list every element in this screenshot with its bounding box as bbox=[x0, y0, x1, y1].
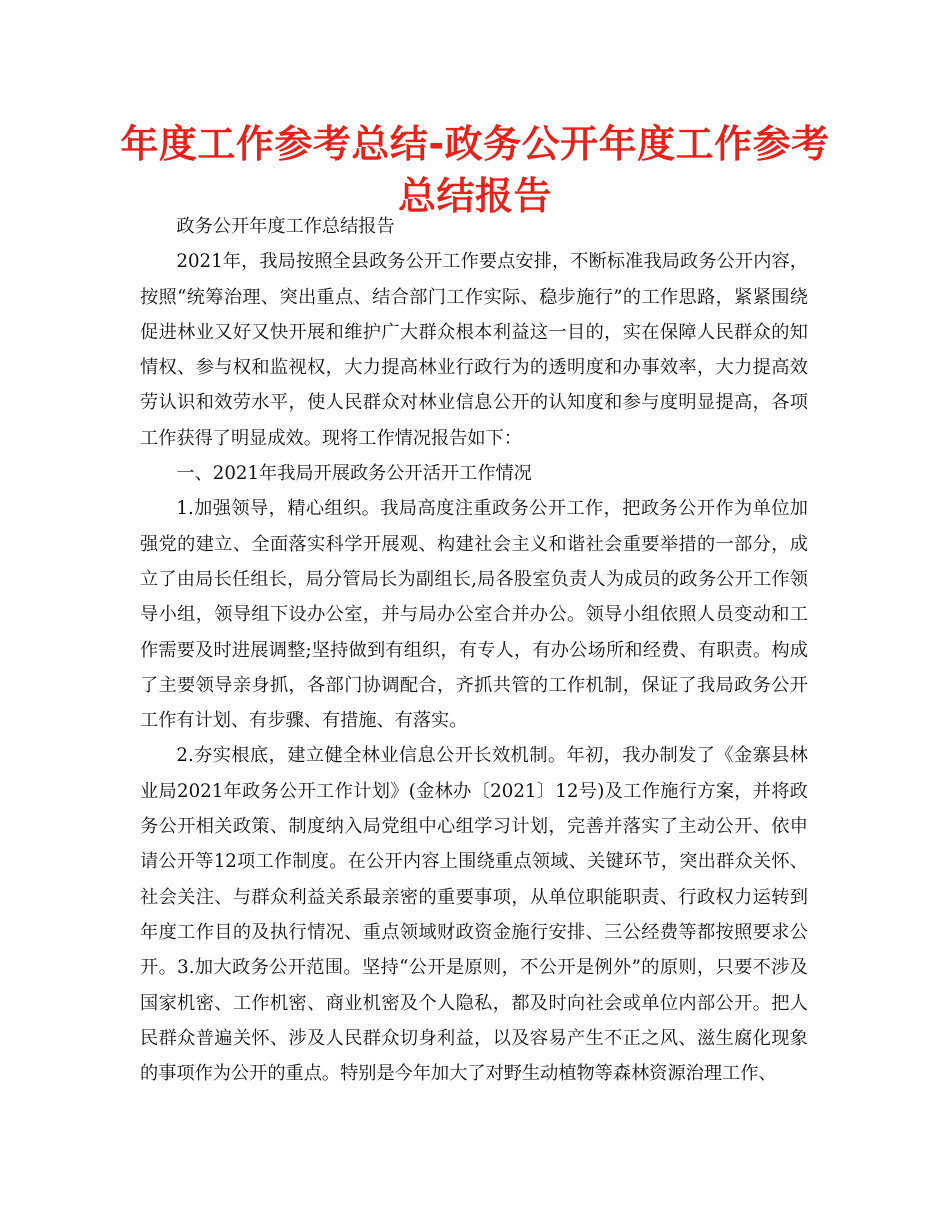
paragraph-item-1: 1.加强领导，精心组织。我局高度注重政务公开工作，把政务公开作为单位加强党的建立、全面落实科学开展观、构建社会主义和谐社会重要举措的一部分，成立了由局长任组长，局分管局长为副组长,局各股室负责人为成员的政务公开工作领导小组，领导组下设办公室，并与局办公室合并办公。领导小组依照人员变动和工作需要及时进展调整;坚持做到有组织，有专人，有办公场所和经费、有职责。构成了主要领导亲身抓，各部门协调配合，齐抓共管的工作机制，保证了我局政务公开工作有计划、有步骤、有措施、有落实。 bbox=[140, 498, 808, 732]
paragraph-item-2: 2.夯实根底，建立健全林业信息公开长效机制。年初，我办制发了《金寨县林业局2021年政务公开工作计划》(金林办〔2021〕12号)及工作施行方案，并将政务公开相关政策、制度纳入局党组中心组学习计划，完善并落实了主动公开、依申请公开等12项工作制度。在公开内容上围绕重点领域、关键环节，突出群众关怀、社会关注、与群众利益关系最亲密的重要事项，从单位职能职责、行政权力运转到年度工作目的及执行情况、重点领域财政资金施行安排、三公经费等都按照要求公开。3.加大政务公开范围。坚持“公开是原则，不公开是例外”的原则，只要不涉及国家机密、工作机密、商业机密及个人隐私，都及时向社会或单位内部公开。把人民群众普遍关怀、涉及人民群众切身利益，以及容易产生不正之风、滋生腐化现象的事项作为公开的重点。特别是今年加大了对野生动植物等森林资源治理工作、 bbox=[140, 745, 808, 1085]
document-body bbox=[140, 209, 808, 1091]
paragraph-intro: 2021年，我局按照全县政务公开工作要点安排，不断标准我局政务公开内容，按照“统筹治理、突出重点、结合部门工作实际、稳步施行”的工作思路，紧紧围绕促进林业又好又快开展和维护广大群众根本利益这一目的，实在保障人民群众的知情权、参与权和监视权，大力提高林业行政行为的透明度和办事效率，大力提高效劳认识和效劳水平，使人民群众对林业信息公开的认知度和参与度明显提高，各项工作获得了明显成效。现将工作情况报告如下： bbox=[140, 251, 808, 449]
document-title: 年度工作参考总结-政务公开年度工作参考总结报告 bbox=[120, 122, 830, 218]
document-subtitle: 政务公开年度工作总结报告 bbox=[176, 216, 395, 237]
section-heading: 一、2021年我局开展政务公开活开工作情况 bbox=[176, 463, 532, 485]
